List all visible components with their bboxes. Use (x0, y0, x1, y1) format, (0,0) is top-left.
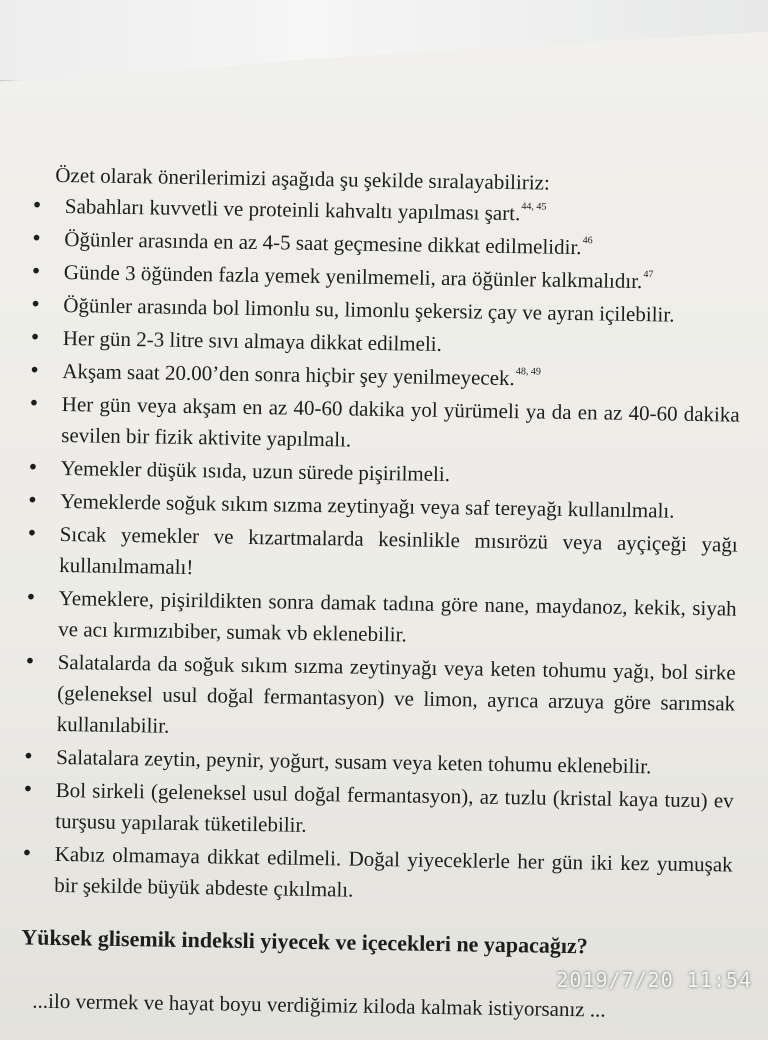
reference-number: 46 (583, 235, 593, 246)
photo-timestamp: 2019/7/20 11:54 (556, 968, 752, 992)
bullet-icon: • (31, 289, 40, 320)
bullet-icon: • (30, 388, 39, 419)
list-item-text: Sıcak yemekler ve kızartmalarda kesinlikle mısırözü veya ayçiçeği yağı kullanılmamalı! (59, 522, 738, 579)
bullet-icon: • (24, 741, 33, 772)
list-item (27, 518, 738, 591)
bullet-icon: • (33, 191, 42, 222)
list-item-text: Yemekler düşük ısıda, uzun sürede pişirilmeli. (61, 456, 451, 486)
bullet-icon: • (32, 257, 41, 288)
list-item-text: Salatalara zeytin, peynir, yoğurt, susam veya keten tohumu eklenebilir. (56, 745, 651, 778)
bullet-icon: • (27, 518, 36, 549)
reference-number: 44, 45 (521, 201, 546, 212)
list-item-text: Yemeklere, pişirildikten sonra damak tadına göre nane, maydanoz, kekik, siyah ve acı kırmızıbiber, sumak vb eklenebilir. (58, 586, 737, 646)
list-item-text: Her gün veya akşam en az 40-60 dakika yol yürümeli ya da en az 40-60 dakika sevilen bir fizik aktivite yapılmalı. (61, 392, 740, 452)
list-item-text: Sabahları kuvvetli ve proteinli kahvaltı yapılması şart. (65, 194, 521, 225)
section-heading: Yüksek glisemik indeksli yiyecek ve içecekleri ne yapacağız? (21, 924, 588, 959)
intro-text: Özet olarak önerilerimizi aşağıda şu şekilde sıralayabiliriz: (55, 163, 550, 196)
list-item (23, 774, 734, 847)
list-item-text: Öğünler arasında bol limonlu su, limonlu şekersiz çay ve ayran içilebilir. (63, 293, 674, 327)
list-item-text: Bol sirkeli (geleneksel usul doğal fermantasyon), az tuzlu (kristal kaya tuzu) ev turşusu yapılarak tüketilebilir. (55, 778, 734, 837)
bullet-icon: • (32, 224, 41, 255)
bullet-icon: • (26, 582, 35, 613)
list-item-text: Günde 3 öğünden fazla yemek yenilmemeli, ara öğünler kalkmalıdır. (64, 260, 643, 293)
list-item (29, 388, 740, 461)
list-item-text: Salatalarda da soğuk sıkım sızma zeytinyağı veya keten tohumu yağı, bol sirke (geleneksel usul doğal fermantasyon) ve limon, ayrıca arzuya göre sarımsak kullanılabilir. (57, 650, 736, 738)
list-item-text: Yemeklerde soğuk sıkım sızma zeytinyağı veya saf tereyağı kullanılmalı. (60, 489, 675, 523)
bullet-icon: • (23, 774, 32, 805)
reference-number: 47 (643, 269, 653, 280)
recommendation-list (22, 191, 743, 914)
bullet-icon: • (30, 355, 39, 386)
reference-number: 48, 49 (516, 366, 541, 377)
list-item-text: Her gün 2-3 litre sıvı almaya dikkat edilmeli. (63, 326, 442, 356)
bullet-icon: • (25, 646, 34, 677)
list-item (26, 582, 737, 655)
list-item (22, 838, 733, 911)
list-item-text: Akşam saat 20.00’den sonra hiçbir şey yenilmeyecek. (62, 359, 515, 390)
partial-text-line: ...ilo vermek ve hayat boyu verdiğimiz kiloda kalmak istiyorsanız ... (32, 989, 606, 1023)
bullet-icon: • (28, 485, 37, 516)
list-item (25, 646, 736, 750)
bullet-icon: • (31, 322, 40, 353)
bullet-icon: • (22, 838, 31, 869)
list-item-text: Kabız olmamaya dikkat edilmeli. Doğal yiyeceklerle her gün iki kez yumuşak bir şekilde büyük abdeste çıkılmalı. (54, 842, 733, 902)
list-item-text: Öğünler arasında en az 4-5 saat geçmesine dikkat edilmelidir. (64, 227, 582, 259)
bullet-icon: • (29, 452, 38, 483)
